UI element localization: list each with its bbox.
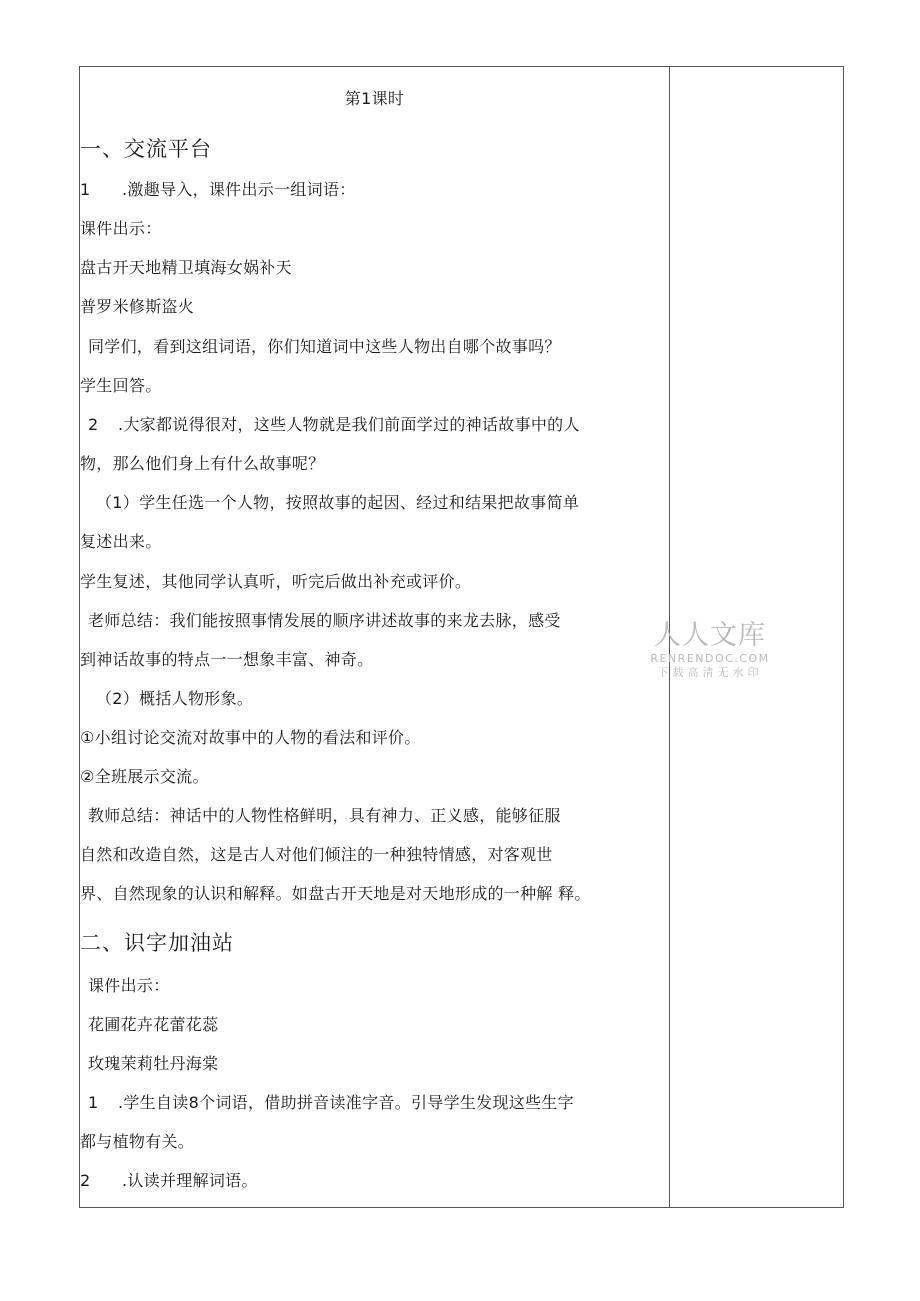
watermark: [645, 620, 775, 680]
paragraph: 花圃花卉花蕾花蕊: [88, 1015, 219, 1034]
paragraph: 同学们，看到这组词语，你们知道词中这些人物出自哪个故事吗？: [88, 337, 561, 356]
paragraph: 盘古开天地精卫填海女娲补天: [80, 258, 292, 277]
paragraph: 到神话故事的特点一一想象丰富、神奇。: [80, 650, 374, 669]
paragraph: ①小组讨论交流对故事中的人物的看法和评价。: [80, 728, 421, 747]
paragraph: 都与植物有关。: [80, 1132, 195, 1151]
step-text: .学生自读8个词语，借助拼音读准字音。引导学生发现这些生字: [118, 1093, 574, 1112]
paragraph: 界、自然现象的认识和解释。如盘古开天地是对天地形成的一种解 释。: [80, 884, 591, 903]
paragraph: 自然和改造自然，这是古人对他们倾注的一种独特情感，对客观世: [80, 845, 553, 864]
step-1: [80, 180, 356, 200]
paragraph: 老师总结：我们能按照事情发展的顺序讲述故事的来龙去脉，感受: [88, 611, 561, 630]
step-number: 2: [88, 415, 99, 434]
paragraph: 复述出来。: [80, 532, 162, 551]
paragraph: 课件出示：: [88, 976, 170, 995]
step-text: .大家都说得很对，这些人物就是我们前面学过的神话故事中的人: [118, 415, 580, 434]
paragraph: 学生复述，其他同学认真听，听完后做出补充或评价。: [80, 572, 472, 591]
paragraph: （1）学生任选一个人物，按照故事的起因、经过和结果把故事简单: [96, 493, 580, 512]
paragraph: 学生回答。: [80, 376, 162, 395]
watermark-domain: RENRENDOC.COM: [650, 652, 770, 665]
lesson-title: 第1课时: [344, 89, 405, 108]
step-1: [88, 1093, 574, 1113]
step-2: [88, 415, 580, 435]
step-number: 2: [80, 1171, 91, 1190]
paragraph: 普罗米修斯盗火: [80, 297, 195, 316]
paragraph: 教师总结：神话中的人物性格鲜明，具有神力、正义感，能够征服: [88, 806, 561, 825]
paragraph: ②全班展示交流。: [80, 767, 209, 786]
step-text: .认读并理解词语。: [122, 1171, 258, 1190]
paragraph: 课件出示：: [80, 219, 162, 238]
paragraph: （2）概括人物形象。: [96, 689, 254, 708]
section-heading: 一、交流平台: [80, 137, 212, 161]
step-number: 1: [88, 1093, 99, 1112]
step-text: .激趣导入，课件出示一组词语：: [122, 180, 356, 199]
step-number: 1: [80, 180, 91, 199]
paragraph: 玫瑰茉莉牡丹海棠: [88, 1054, 219, 1073]
watermark-title: 人人文库: [654, 620, 766, 651]
watermark-slogan: 下载高清无水印: [657, 666, 763, 679]
section-heading: 二、识字加油站: [80, 931, 234, 955]
paragraph: 物，那么他们身上有什么故事呢？: [80, 454, 325, 473]
step-2: [80, 1171, 258, 1191]
